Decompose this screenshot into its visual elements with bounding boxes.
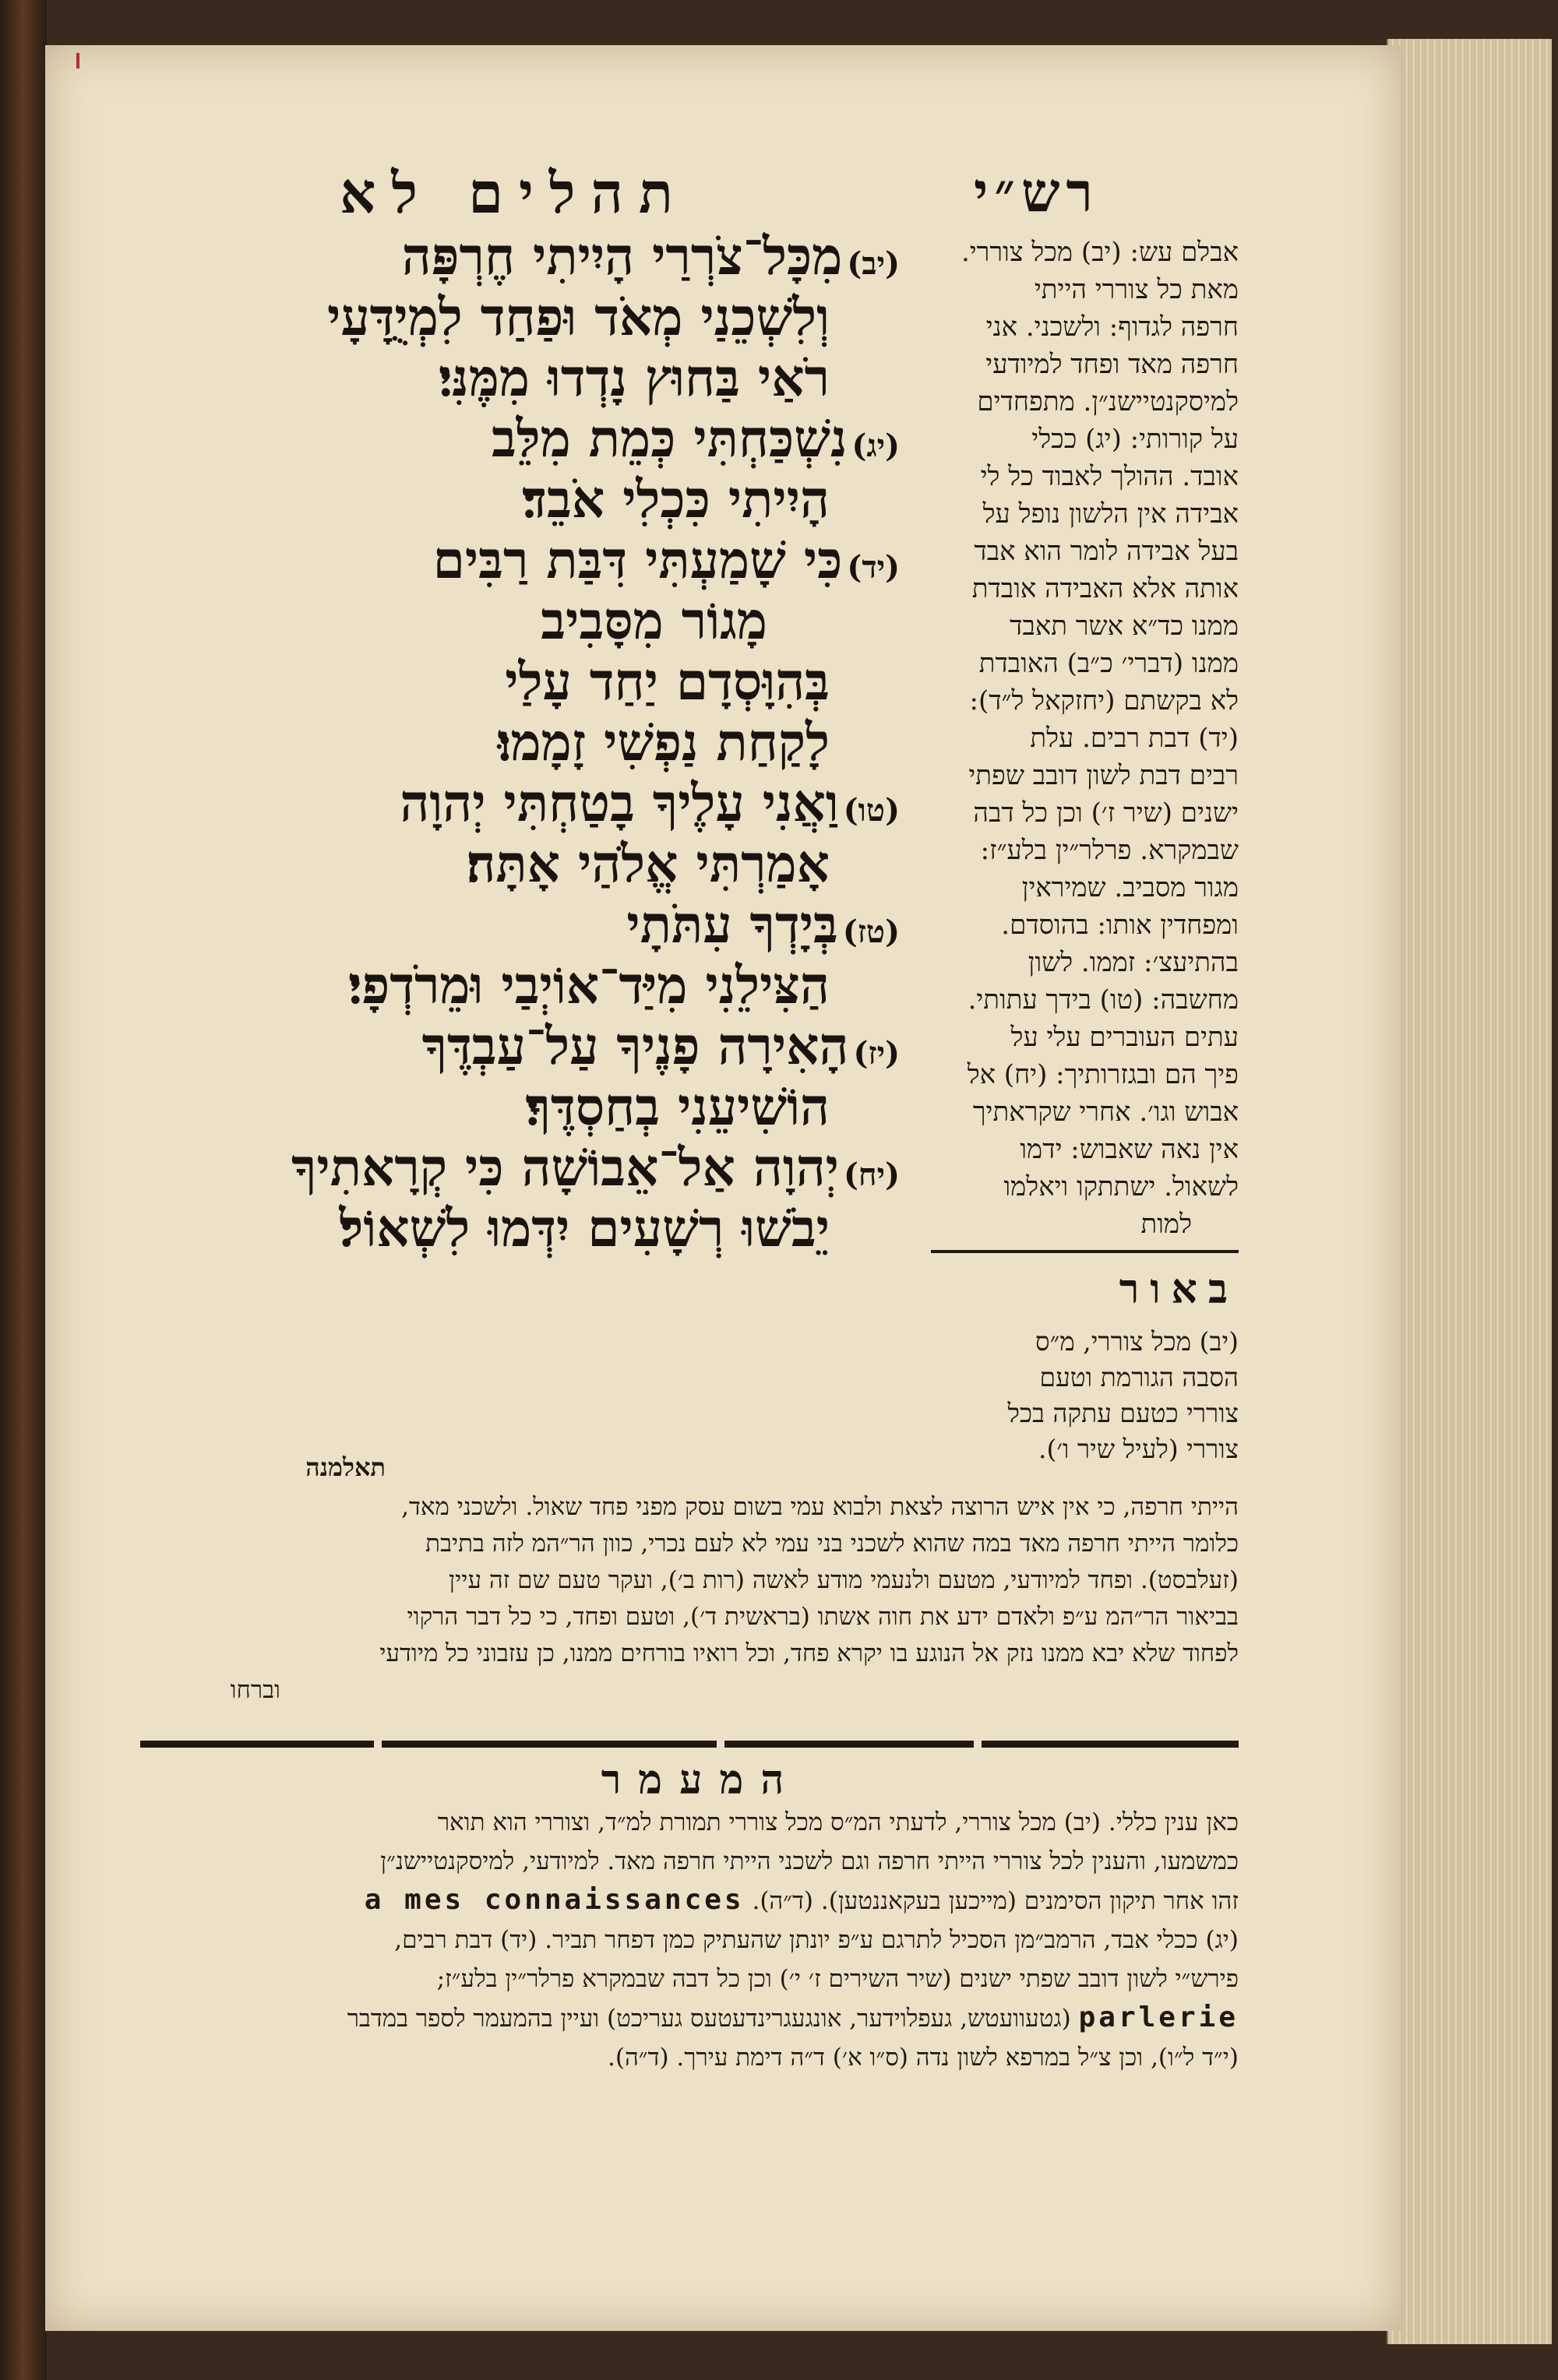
rashi-commentary [911,234,1239,1243]
psalms-chapter-title: תהלים לא [340,160,689,226]
rashi-line: מחשבה: (טו) בידך עתותי. [968,984,1239,1016]
rashi-line: רבים דבת לשון דובב שפתי [968,760,1239,791]
verse-text: וְלִשְׁכֵנַי מְאֹד וּפַחַד לִמְיֻדָּעָי [327,287,830,347]
rashi-line: בהתיעצ׳: זממו. לשון [1028,947,1239,978]
verse-line [195,1198,900,1259]
section-divider [140,1741,1239,1748]
verse-number: (טו) [843,792,900,829]
verse-text: מָגוֹר מִסָּבִיב [541,590,767,651]
verse-text: הַצִּילֵנִי מִיַּד־אוֹיְבַי וּמֵרֹדְפָי׃ [348,955,830,1016]
french-gloss: parlerie [1078,2002,1239,2033]
note-line: (זעלבסט). ופחד למיודעי, מטעם ולנעמי מודע לאשה (רות ב׳), ועקר טעם שם זה עיין [449,1566,1239,1594]
verse-line [195,894,900,955]
verse-line [195,287,900,347]
rashi-line: פיך הם ובגזרותיך: (יח) אל [967,1059,1239,1090]
verse-text: בְּיָדְךָ עִתֹּתָי [626,894,838,955]
verse-number: (יז) [853,1035,900,1072]
verse-text: הוֹשִׁיעֵנִי בְחַסְדֶּךָ׃ [525,1076,830,1137]
verse-text: יֵבֹשׁוּ רְשָׁעִים יִדְּמוּ לִשְׁאוֹל׃ [339,1198,830,1259]
rashi-line: אבידה אין הלשון נופל על [982,498,1239,530]
rashi-line: למות [1140,1209,1192,1240]
verse-text: נִשְׁכַּחְתִּי כְּמֵת מִלֵּב [491,408,848,469]
rashi-line: אובד. ההולך לאבוד כל לי [980,461,1239,492]
rashi-line: מאת כל צוררי הייתי [1034,274,1239,305]
rashi-line: על קורותי: (יג) ככלי [1031,424,1239,455]
rashi-line: ממנו (דברי׳ כ״ב) האובדת [978,648,1239,679]
rashi-line: שבמקרא. פרלר״ין בלע״ז: [980,835,1239,866]
maamar-title: המעמר [601,1756,802,1804]
note-line: כלומר הייתי חרפה מאד במה שהוא לשכני בני עמי לא לעם נכרי, כוון הר״המ לזה בתיבת [425,1530,1239,1558]
rashi-line: מגור מסביב. שמיראין [1021,872,1239,903]
verse-number: (יד) [847,549,900,586]
rashi-line: אבלם עש: (יב) מכל צוררי. [961,237,1239,268]
french-gloss: a mes connaissances [364,1884,745,1916]
rashi-line: (יד) דבת רבים. עלת [1030,723,1239,754]
verse-number: (טז) [842,914,900,950]
maamar-line: (יג) ככלי אבד, הרמב״מן הסכיל לתרגם ע״פ יונתן שהעתיק כמן דפחר תביר. (יד) דבת רבים, [394,1926,1239,1954]
rashi-line: חרפה מאד ופחד למיודעי [985,349,1239,380]
verse-text: הָיִיתִי כִּכְלִי אֹבֵד׃ [522,469,830,530]
biur-divider [931,1250,1239,1253]
rashi-line: לא בקשתם (יחזקאל ל״ד): [969,685,1239,716]
biur-line: צוררי כטעם עתקה בכל [1007,1398,1239,1428]
maamar-line: (י״ד ל״ו), וכן צ״ל במרפא לשון נדה (ס״ו א׳) ד״ה דימת עירך. (ד״ה). [608,2044,1239,2072]
catchword: תאלמנה [305,1452,386,1482]
verse-line [195,833,900,894]
verse-number: (יב) [847,245,900,282]
maamar-text: פירש״י לשון דובב שפתי ישנים (שיר השירים ז׳ י׳) וכן כל דבה שבמקרא פרלר״ין בלע״ז; [436,1965,1239,1993]
verse-line [195,408,900,469]
note-line: בביאור הר״המ ע״פ ולאדם ידע את חוה אשתו (בראשית ד׳), וטעם ופחד, כי כל דבר הרקוי [407,1603,1239,1631]
verse-text: יְהוָה אַל־אֵבוֹשָׁה כִּי קְרָאתִיךָ [291,1137,839,1198]
verse-text: בְּהִוָּסְדָם יַחַד עָלַי [505,651,830,712]
verse-line [195,226,900,287]
rashi-line: לשאול. ישתתקו ויאלמו [1003,1171,1239,1202]
maamar-section [117,1803,1239,2077]
verse-line [195,955,900,1016]
rashi-line: אין נאה שאבוש: ידמו [1020,1134,1239,1165]
page-stack-edge [1387,39,1552,2344]
maamar-line: כאן ענין כללי. (יב) מכל צוררי, לדעתי המ״ס מכל צוררי תמורת למ״ד, וצוררי הוא תואר [437,1808,1239,1836]
maamar-line [117,1881,1239,1921]
verse-line [195,712,900,773]
page-mark [76,53,79,69]
biur-line: הסבה הגורמת וטעם [1039,1362,1239,1392]
verse-line [195,530,900,590]
rashi-line: בעל אבידה לומר הוא אבד [974,536,1239,567]
verse-line [195,469,900,530]
verse-text: כִּי שָׁמַעְתִּי דִּבַּת רַבִּים [432,530,843,590]
verse-text: לָקַחַת נַפְשִׁי זָמָמוּ׃ [497,712,830,773]
biur-line: (יב) מכל צוררי, מ״ס [1035,1326,1239,1357]
biur-line: צוררי (לעיל שיר ו׳). [1038,1434,1239,1464]
verse-number: (יח) [843,1157,900,1193]
maamar-line [117,1998,1239,2038]
rashi-line: אותה אלא האבידה אובדת [971,573,1239,604]
verse-line [195,590,900,651]
note-line: לפחוד שלא יבא ממנו נזק אל הנוגע בו יקרא פחד, וכל רואיו בורחים ממנו, כן עזבוני כל מיודעי [379,1639,1239,1667]
rashi-line: חרפה לגדוף: ולשכני. אני [985,312,1239,343]
rashi-line: ומפחדין אותו: בהוסדם. [1001,910,1239,941]
verse-line [195,773,900,833]
rashi-title: רש״י [974,160,1099,224]
verse-line [195,651,900,712]
psalm-verses [195,226,900,1259]
verse-text: אָמַרְתִּי אֱלֹהַי אָתָּה׃ [466,833,830,894]
verse-line [195,1137,900,1198]
verse-text: וַאֲנִי עָלֶיךָ בָטַחְתִּי יְהוָה [400,773,839,833]
biur-continuation [117,1489,1239,1709]
verse-line [195,1076,900,1137]
verse-text: הָאִירָה פָנֶיךָ עַל־עַבְדֶּךָ [421,1016,849,1076]
biur-commentary [931,1324,1239,1467]
verse-text: רֹאַי בַּחוּץ נָדְדוּ מִמֶּנִּי׃ [438,347,830,408]
maamar-text: זהו אחר תיקון הסימנים (מייכען בעקאננטען). (ד״ה). [752,1887,1239,1915]
rashi-line: למיסקנטיישנ״ן. מתפחדים [977,386,1239,417]
note-line: הייתי חרפה, כי אין איש הרוצה לצאת ולבוא עמי בשום עסק מפני פחד שאול. ולשכני מאד, [401,1493,1239,1521]
note-line: וברחו [230,1676,280,1704]
rashi-line: ישנים (שיר ז׳) וכן כל דבה [973,797,1239,829]
maamar-line [117,1959,1239,1998]
verse-text: מִכָּל־צֹרְרַי הָיִיתִי חֶרְפָּה [401,226,843,287]
rashi-line: אבוש וגו׳. אחרי שקראתיך [972,1097,1239,1128]
rashi-line: עתים העוברים עלי על [1010,1022,1239,1053]
maamar-text: (גטעוועטש, געפלוידער, אונגעגרינדעטעס געריכט) ועיין בהמעמר לספר במדבר [347,2005,1071,2033]
rashi-line: ממנו כד״א אשר תאבד [1010,611,1239,642]
book-binding-edge [0,0,47,2380]
verse-number: (יג) [851,428,900,464]
maamar-line: כמשמעו, והענין לכל צוררי הייתי חרפה וגם לשכני הייתי חרפה מאד. למיודעי, למיסקנטיישנ״ן [380,1847,1239,1875]
verse-line [195,347,900,408]
biur-title: באור [1119,1266,1239,1313]
verse-line [195,1016,900,1076]
